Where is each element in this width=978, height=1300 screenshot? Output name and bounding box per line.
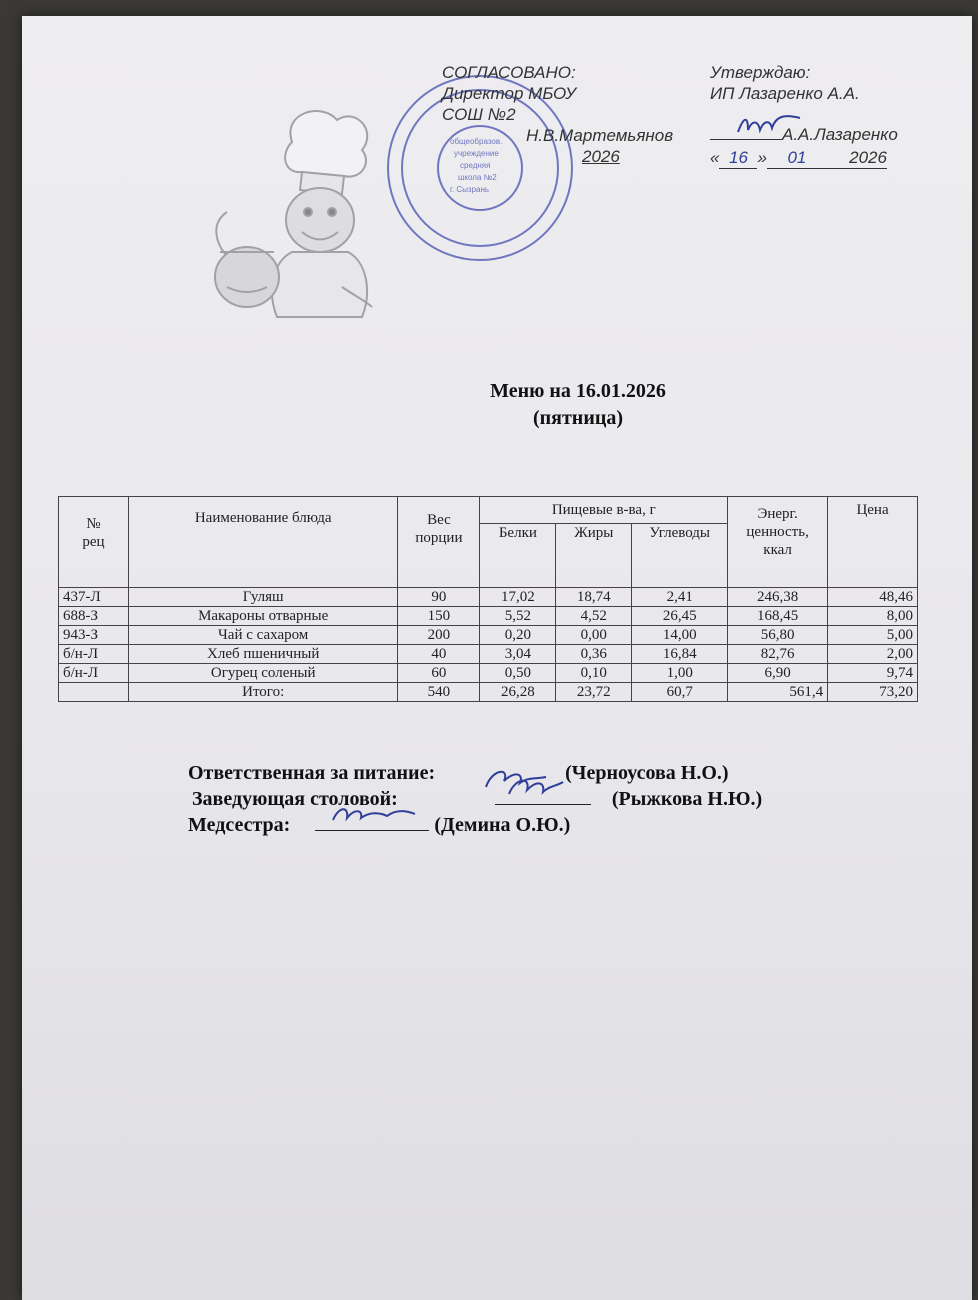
signature-line-canteen xyxy=(188,786,762,812)
carbs-value: 14,00 xyxy=(632,626,728,645)
svg-text:средняя: средняя xyxy=(460,161,491,170)
signature-name: (Рыжкова Н.Ю.) xyxy=(611,788,763,810)
portion-weight: 40 xyxy=(398,645,480,664)
approval-block-agreed xyxy=(442,62,712,167)
fat-value: 0,00 xyxy=(556,626,632,645)
table-row xyxy=(59,607,918,626)
menu-title-date: Меню на 16.01.2026 xyxy=(490,380,666,402)
chef-illustration xyxy=(172,102,392,332)
energy-value: 56,80 xyxy=(728,626,828,645)
menu-title xyxy=(22,378,978,432)
signature-mark xyxy=(329,800,419,830)
portion-weight: 60 xyxy=(398,664,480,683)
signature-role: Медсестра: xyxy=(188,814,291,836)
total-fat: 23,72 xyxy=(556,683,632,702)
approved-heading: Утверждаю: xyxy=(710,63,811,82)
svg-text:учреждение: учреждение xyxy=(454,149,499,158)
portion-weight: 150 xyxy=(398,607,480,626)
fat-value: 0,36 xyxy=(556,645,632,664)
signature-mark xyxy=(505,772,565,802)
svg-text:общеобразов.: общеобразов. xyxy=(450,137,503,146)
approved-month: 01 xyxy=(767,147,827,169)
header-price: Цена xyxy=(828,497,918,588)
header-recipe-number: № рец xyxy=(59,497,129,588)
signature-name: (Демина О.Ю.) xyxy=(434,814,571,836)
approved-org: ИП Лазаренко А.А. xyxy=(710,84,860,103)
header-dish-name: Наименование блюда xyxy=(128,497,398,588)
total-price: 73,20 xyxy=(828,683,918,702)
agreed-year: 2026 xyxy=(582,147,620,166)
recipe-code: 437-Л xyxy=(59,588,129,607)
dish-name: Гуляш xyxy=(128,588,398,607)
signature-line-nutrition xyxy=(188,760,762,786)
total-energy: 561,4 xyxy=(728,683,828,702)
header-portion-weight: Вес порции xyxy=(398,497,480,588)
approver-signature xyxy=(734,112,804,138)
fat-value: 18,74 xyxy=(556,588,632,607)
total-weight: 540 xyxy=(398,683,480,702)
table-row xyxy=(59,626,918,645)
protein-value: 17,02 xyxy=(480,588,556,607)
dish-name: Хлеб пшеничный xyxy=(128,645,398,664)
menu-table xyxy=(58,496,918,702)
portion-weight: 200 xyxy=(398,626,480,645)
table-row xyxy=(59,645,918,664)
agreed-position: Директор МБОУ xyxy=(442,84,576,103)
header-fat: Жиры xyxy=(556,524,632,588)
recipe-code: б/н-Л xyxy=(59,664,129,683)
total-carbs: 60,7 xyxy=(632,683,728,702)
document-page xyxy=(22,16,972,1300)
protein-value: 5,52 xyxy=(480,607,556,626)
price-value: 5,00 xyxy=(828,626,918,645)
agreed-name: Н.В.Мартемьянов xyxy=(526,126,674,145)
header-carbs: Углеводы xyxy=(632,524,728,588)
price-value: 2,00 xyxy=(828,645,918,664)
total-protein: 26,28 xyxy=(480,683,556,702)
energy-value: 82,76 xyxy=(728,645,828,664)
energy-value: 246,38 xyxy=(728,588,828,607)
dish-name: Макароны отварные xyxy=(128,607,398,626)
fat-value: 0,10 xyxy=(556,664,632,683)
portion-weight: 90 xyxy=(398,588,480,607)
protein-value: 3,04 xyxy=(480,645,556,664)
dish-name: Огурец соленый xyxy=(128,664,398,683)
approval-block-approved: Утверждаю: ИП Лазаренко А.А. А.А.Лазаренко « 16 » 01 2026 xyxy=(710,62,970,169)
table-row xyxy=(59,664,918,683)
approved-signer: А.А.Лазаренко xyxy=(782,125,898,144)
carbs-value: 16,84 xyxy=(632,645,728,664)
header-energy: Энерг. ценность, ккал xyxy=(728,497,828,588)
energy-value: 6,90 xyxy=(728,664,828,683)
total-label: Итого: xyxy=(128,683,398,702)
recipe-code: 943-З xyxy=(59,626,129,645)
energy-value: 168,45 xyxy=(728,607,828,626)
agreed-heading: СОГЛАСОВАНО: xyxy=(442,63,576,82)
carbs-value: 1,00 xyxy=(632,664,728,683)
fat-value: 4,52 xyxy=(556,607,632,626)
header-nutrients: Пищевые в-ва, г xyxy=(480,497,728,524)
carbs-value: 2,41 xyxy=(632,588,728,607)
dish-name: Чай с сахаром xyxy=(128,626,398,645)
recipe-code: 688-З xyxy=(59,607,129,626)
protein-value: 0,20 xyxy=(480,626,556,645)
price-value: 8,00 xyxy=(828,607,918,626)
signature-line-nurse xyxy=(188,812,762,838)
table-row xyxy=(59,588,918,607)
svg-text:школа №2: школа №2 xyxy=(458,173,497,182)
signature-block xyxy=(188,760,762,838)
signature-name: (Черноусова Н.О.) xyxy=(565,762,729,784)
signature-role: Ответственная за питание: xyxy=(188,762,436,784)
approved-day: 16 xyxy=(719,147,757,169)
agreed-school: СОШ №2 xyxy=(442,105,516,124)
svg-text:г. Сызрань: г. Сызрань xyxy=(450,185,490,194)
price-value: 48,46 xyxy=(828,588,918,607)
header-protein: Белки xyxy=(480,524,556,588)
protein-value: 0,50 xyxy=(480,664,556,683)
carbs-value: 26,45 xyxy=(632,607,728,626)
approved-year: 2026 xyxy=(827,147,887,169)
price-value: 9,74 xyxy=(828,664,918,683)
table-total-row xyxy=(59,683,918,702)
signature-role: Заведующая столовой: xyxy=(192,788,398,810)
recipe-code: б/н-Л xyxy=(59,645,129,664)
menu-title-weekday: (пятница) xyxy=(532,407,624,429)
